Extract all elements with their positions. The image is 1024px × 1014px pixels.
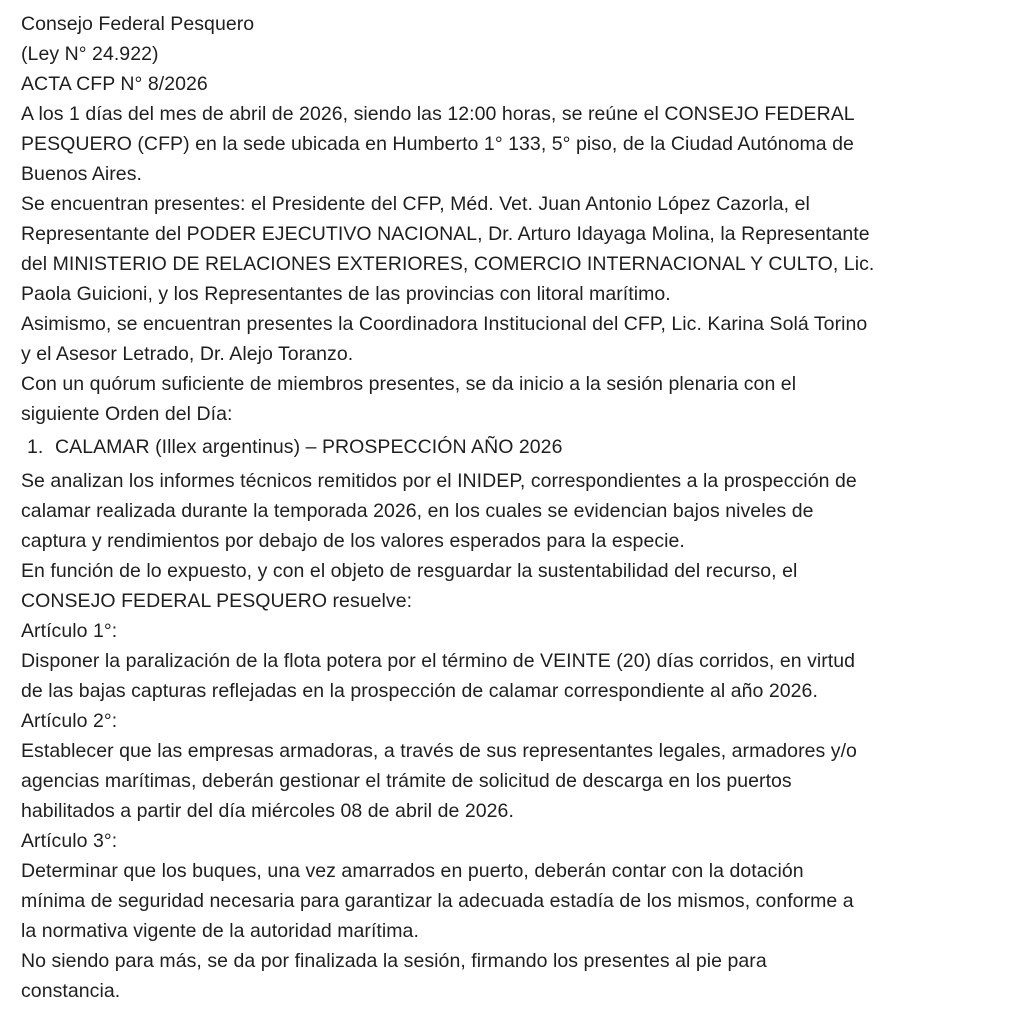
presentes-line: Representante del PODER EJECUTIVO NACIONAL, Dr. Arturo Idayaga Molina, la Representante <box>21 223 870 245</box>
articulo-2-heading: Artículo 2°: <box>21 710 118 732</box>
analisis-line: calamar realizada durante la temporada 2026, en los cuales se evidencian bajos niveles de <box>21 500 814 522</box>
cierre-line: constancia. <box>21 980 121 1002</box>
asimismo-line: Asimismo, se encuentran presentes la Coordinadora Institucional del CFP, Lic. Karina Solá Torino <box>21 313 868 335</box>
articulo-2-line: habilitados a partir del día miércoles 08 de abril de 2026. <box>21 800 514 822</box>
quorum-line: Con un quórum suficiente de miembros presentes, se da inicio a la sesión plenaria con el <box>21 373 797 395</box>
articulo-1-line: Disponer la paralización de la flota potera por el término de VEINTE (20) días corridos, en virtud <box>21 650 856 672</box>
presentes-line: Paola Guicioni, y los Representantes de las provincias con litoral marítimo. <box>21 283 671 305</box>
asimismo-line: y el Asesor Letrado, Dr. Alejo Toranzo. <box>21 343 354 365</box>
list-number: 1. <box>27 436 44 458</box>
law-reference: (Ley N° 24.922) <box>21 43 159 65</box>
acta-number: ACTA CFP N° 8/2026 <box>21 73 208 95</box>
presentes-line: Se encuentran presentes: el Presidente del CFP, Méd. Vet. Juan Antonio López Cazorla, el <box>21 193 810 215</box>
analisis-line: Se analizan los informes técnicos remitidos por el INIDEP, correspondientes a la prospección de <box>21 470 857 492</box>
articulo-3-line: mínima de seguridad necesaria para garantizar la adecuada estadía de los mismos, conforme a <box>21 890 854 912</box>
intro-line: PESQUERO (CFP) en la sede ubicada en Humberto 1° 133, 5° piso, de la Ciudad Autónoma de <box>21 133 854 155</box>
intro-line: Buenos Aires. <box>21 163 142 185</box>
articulo-3-heading: Artículo 3°: <box>21 830 118 852</box>
intro-line: A los 1 días del mes de abril de 2026, siendo las 12:00 horas, se reúne el CONSEJO FEDERAL <box>21 103 855 125</box>
articulo-2-line: agencias marítimas, deberán gestionar el trámite de solicitud de descarga en los puertos <box>21 770 792 792</box>
resuelve-line: En función de lo expuesto, y con el objeto de resguardar la sustentabilidad del recurso, el <box>21 560 798 582</box>
presentes-line: del MINISTERIO DE RELACIONES EXTERIORES, COMERCIO INTERNACIONAL Y CULTO, Lic. <box>21 253 875 275</box>
articulo-3-line: Determinar que los buques, una vez amarrados en puerto, deberán contar con la dotación <box>21 860 804 882</box>
articulo-1-heading: Artículo 1°: <box>21 620 118 642</box>
quorum-line: siguiente Orden del Día: <box>21 403 233 425</box>
org-name: Consejo Federal Pesquero <box>21 13 255 35</box>
analisis-line: captura y rendimientos por debajo de los valores esperados para la especie. <box>21 530 685 552</box>
orden-title: CALAMAR (Illex argentinus) – PROSPECCIÓN AÑO 2026 <box>55 436 563 458</box>
document-body <box>21 9 1011 1006</box>
articulo-3-line: la normativa vigente de la autoridad marítima. <box>21 920 419 942</box>
orden-del-dia-item <box>21 429 1011 466</box>
cierre-line: No siendo para más, se da por finalizada la sesión, firmando los presentes al pie para <box>21 950 767 972</box>
articulo-1-line: de las bajas capturas reflejadas en la prospección de calamar correspondiente al año 2026. <box>21 680 818 702</box>
resuelve-line: CONSEJO FEDERAL PESQUERO resuelve: <box>21 590 413 612</box>
articulo-2-line: Establecer que las empresas armadoras, a través de sus representantes legales, armadores y/o <box>21 740 857 762</box>
